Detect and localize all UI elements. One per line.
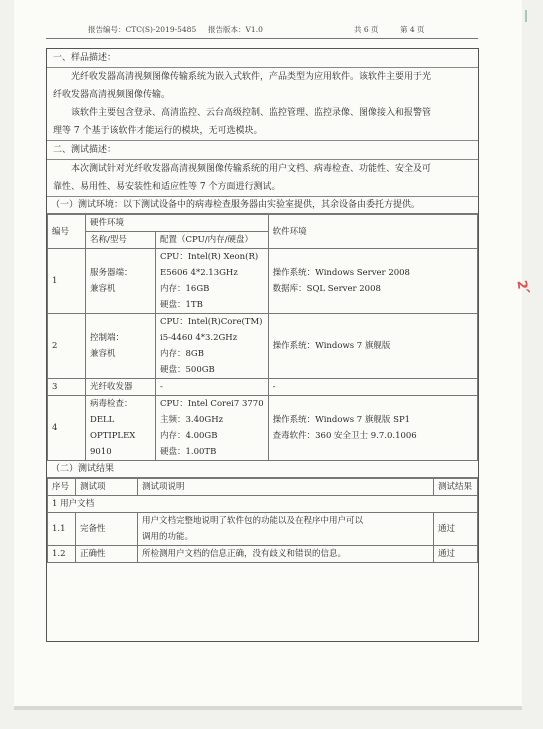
- page-bottom-shadow: [14, 706, 522, 710]
- env-row1-cfg-l1: CPU：Intel(R) Xeon(R): [160, 252, 259, 262]
- env-row4-name-l4: 9010: [90, 447, 112, 457]
- env-row4-cfg-l3: 内存：4.00GB: [160, 431, 218, 441]
- env-row2-name: [86, 314, 156, 379]
- result-row2-result: 通过: [434, 546, 478, 563]
- test-desc-line1: 本次测试针对光纤收发器高清视频图像传输系统的用户文档、病毒检查、功能性、安全及可: [71, 164, 432, 174]
- total-pages: 共 6 页: [354, 25, 379, 34]
- sample-title: 一、样品描述：: [47, 49, 478, 68]
- env-row4-sw-l2: 查毒软件：360 安全卫士 9.7.0.1006: [272, 431, 417, 441]
- env-row2-no: 2: [48, 314, 86, 379]
- env-row4-name-l3: OPTIPLEX: [90, 431, 136, 441]
- edge-mark: [525, 10, 527, 22]
- results-header-row: [48, 479, 478, 496]
- test-desc-line2: 靠性、易用性、易安装性和适应性等 7 个方面进行测试。: [53, 182, 281, 192]
- results-title: （二）测试结果: [47, 461, 478, 478]
- env-row4-cfg-l4: 硬盘：1.00TB: [160, 447, 217, 457]
- env-row1-no: 1: [48, 249, 86, 314]
- env-col-no: 编号: [48, 215, 86, 249]
- report-number: 报告编号：CTC(S)-2019-5485: [88, 25, 197, 34]
- table-row: [48, 513, 478, 546]
- table-row: [48, 396, 478, 461]
- env-row1-sw-l1: 操作系统：Windows Server 2008: [272, 268, 410, 278]
- sample-p2-line2: 理等 7 个基于该软件才能运行的模块，无可选模块。: [53, 126, 263, 136]
- env-row4-config: [156, 396, 269, 461]
- env-row2-cfg-l2: i5-4460 4*3.2GHz: [160, 333, 238, 343]
- result-row1-desc: [138, 513, 434, 546]
- env-row4-name-l2: DELL: [90, 415, 115, 425]
- env-row1-name-l1: 服务器端：: [90, 268, 133, 278]
- env-row3-config: -: [156, 379, 269, 396]
- table-row: [48, 379, 478, 396]
- sample-p2-line1: 该软件主要包含登录、高清监控、云台高级控制、监控管理、监控录像、图像接入和报警管: [71, 108, 432, 118]
- page-header: [14, 0, 522, 40]
- result-row2-no: 1.2: [48, 546, 76, 563]
- red-stamp-fragment: 2、: [513, 279, 532, 304]
- env-row2-sw-l1: 操作系统：Windows 7 旗舰版: [272, 341, 391, 351]
- results-group-row: [48, 496, 478, 513]
- results-group-label: 1 用户文档: [48, 496, 478, 513]
- env-row4-cfg-l2: 主频：3.40GHz: [160, 415, 224, 425]
- env-row2-name-l2: 兼容机: [90, 349, 116, 359]
- sample-section: [47, 49, 478, 197]
- env-row2-cfg-l4: 硬盘：500GB: [160, 365, 215, 375]
- results-col-no: 序号: [48, 479, 76, 496]
- result-row1-result: 通过: [434, 513, 478, 546]
- env-row1-cfg-l2: E5606 4*2.13GHz: [160, 268, 238, 278]
- env-row4-cfg-l1: CPU：Intel Corei7 3770: [160, 399, 264, 409]
- results-table: [47, 478, 478, 563]
- env-row3-no: 3: [48, 379, 86, 396]
- table-row: [48, 249, 478, 314]
- table-row: [48, 546, 478, 563]
- report-frame: [46, 48, 479, 642]
- env-row4-name-l1: 病毒检查：: [90, 399, 133, 409]
- env-row3-sw: -: [268, 379, 477, 396]
- env-row2-cfg-l3: 内存：8GB: [160, 349, 204, 359]
- page-number: 第 4 页: [400, 25, 425, 34]
- env-row1-cfg-l3: 内存：16GB: [160, 284, 210, 294]
- result-row2-desc: 所检测用户文档的信息正确，没有歧义和错误的信息。: [138, 546, 434, 563]
- sample-p1-line2: 纤收发器高清视频图像传输。: [53, 90, 171, 100]
- results-col-result: 测试结果: [434, 479, 478, 496]
- sample-p1-line1: 光纤收发器高清视频图像传输系统为嵌入式软件，产品类型为应用软件。该软件主要用于光: [71, 72, 432, 82]
- result-row1-item: 完备性: [76, 513, 138, 546]
- env-col-name: 名称/型号: [86, 232, 156, 249]
- table-row: [48, 314, 478, 379]
- result-row2-item: 正确性: [76, 546, 138, 563]
- test-desc-title: 二、测试描述：: [47, 141, 478, 160]
- report-page: [14, 0, 522, 706]
- env-row1-name-l2: 兼容机: [90, 284, 116, 294]
- env-row4-no: 4: [48, 396, 86, 461]
- env-row3-name: 光纤收发器: [86, 379, 156, 396]
- results-col-item: 测试项: [76, 479, 138, 496]
- env-row2-config: [156, 314, 269, 379]
- header-rule: [46, 38, 478, 39]
- env-row4-name: [86, 396, 156, 461]
- env-table: [47, 214, 478, 461]
- sample-body: [47, 68, 478, 141]
- env-row1-sw: [268, 249, 477, 314]
- result-row1-desc-l2: 调用的功能。: [142, 532, 194, 542]
- env-row2-name-l1: 控制端：: [90, 333, 125, 343]
- result-row1-no: 1.1: [48, 513, 76, 546]
- env-col-config: 配置（CPU/内存/硬盘）: [156, 232, 269, 249]
- env-title: （一）测试环境：以下测试设备中的病毒检查服务器由实验室提供，其余设备由委托方提供。: [47, 197, 478, 214]
- env-row4-sw-l1: 操作系统：Windows 7 旗舰版 SP1: [272, 415, 411, 425]
- env-row1-sw-l2: 数据库：SQL Server 2008: [272, 284, 381, 294]
- env-row1-cfg-l4: 硬盘：1TB: [160, 300, 203, 310]
- env-row1-config: [156, 249, 269, 314]
- env-row1-name: [86, 249, 156, 314]
- env-col-sw: 软件环境: [268, 215, 477, 249]
- report-version: 报告版本：V1.0: [208, 25, 263, 34]
- env-col-hw: 硬件环境: [86, 215, 269, 232]
- env-row4-sw: [268, 396, 477, 461]
- env-row2-sw: [268, 314, 477, 379]
- result-row1-desc-l1: 用户文档完整地说明了软件包的功能以及在程序中用户可以: [142, 516, 364, 526]
- results-col-desc: 测试项说明: [138, 479, 434, 496]
- test-desc-body: [47, 160, 478, 197]
- env-header-row: [48, 215, 478, 232]
- env-row2-cfg-l1: CPU：Intel(R)Core(TM): [160, 317, 263, 327]
